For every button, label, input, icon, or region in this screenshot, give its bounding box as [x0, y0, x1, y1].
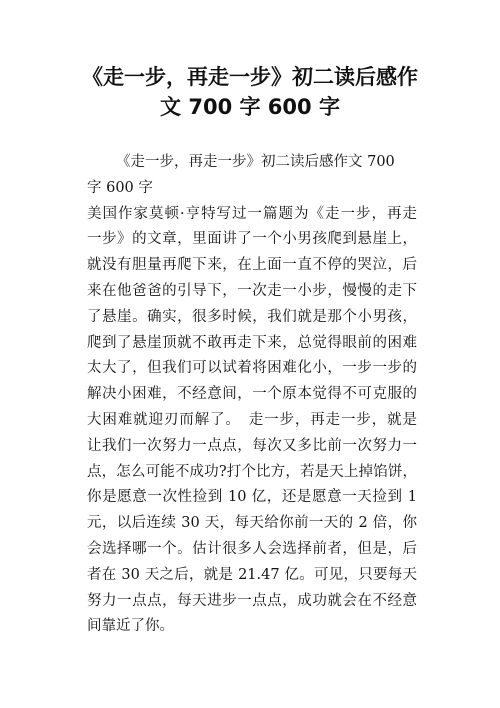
- body-line: 就没有胆量再爬下来，在上面一直不停的哭泣，后: [87, 257, 417, 274]
- body-line: 大困难就迎刃而解了。 走一步，再走一步，就是: [87, 411, 417, 428]
- body-line: 来在他爸爸的引导下，一次走一小步，慢慢的走下: [87, 282, 417, 299]
- body-line: 间靠近了你。: [87, 618, 174, 635]
- body-line: 《走一步，再走一步》初二读后感作文 700: [116, 154, 395, 170]
- body-line: 美国作家莫顿·亨特写过一篇题为《走一步，再走: [87, 205, 417, 222]
- body-line: 努力一点点，每天进步一点点，成功就会在不经意: [87, 592, 417, 609]
- body-line: 爬到了悬崖顶就不敢再走下来，总觉得眼前的困难: [87, 334, 417, 351]
- body-line: 解决小困难，不经意间，一个原本觉得不可克服的: [87, 386, 417, 403]
- body-line: 让我们一次努力一点点，每次又多比前一次努力一: [87, 437, 417, 454]
- body-line: 会选择哪一个。估计很多人会选择前者，但是，后: [87, 540, 417, 557]
- body-line: 你是愿意一次性捡到 10 亿，还是愿意一天捡到 1: [87, 489, 417, 506]
- body-line: 点，怎么可能不成功?打个比方，若是天上掉馅饼，: [87, 463, 417, 480]
- body-line: 字 600 字: [87, 179, 153, 196]
- body-line: 元，以后连续 30 天，每天给你前一天的 2 倍，你: [87, 515, 417, 532]
- body-line: 太大了，但我们可以试着将困难化小，一步一步的: [87, 360, 417, 377]
- title-line: 《走一步，再走一步》初二读后感作: [82, 65, 418, 89]
- body-line: 了悬崖。确实，很多时候，我们就是那个小男孩，: [87, 308, 417, 325]
- document-title: [40, 62, 460, 122]
- body-line: 一步》的文章，里面讲了一个小男孩爬到悬崖上，: [87, 231, 417, 248]
- body-line: 者在 30 天之后，就是 21.47 亿。可见，只要每天: [87, 566, 417, 583]
- title-line: 文 700 字 600 字: [160, 95, 340, 119]
- document-body: [87, 150, 417, 640]
